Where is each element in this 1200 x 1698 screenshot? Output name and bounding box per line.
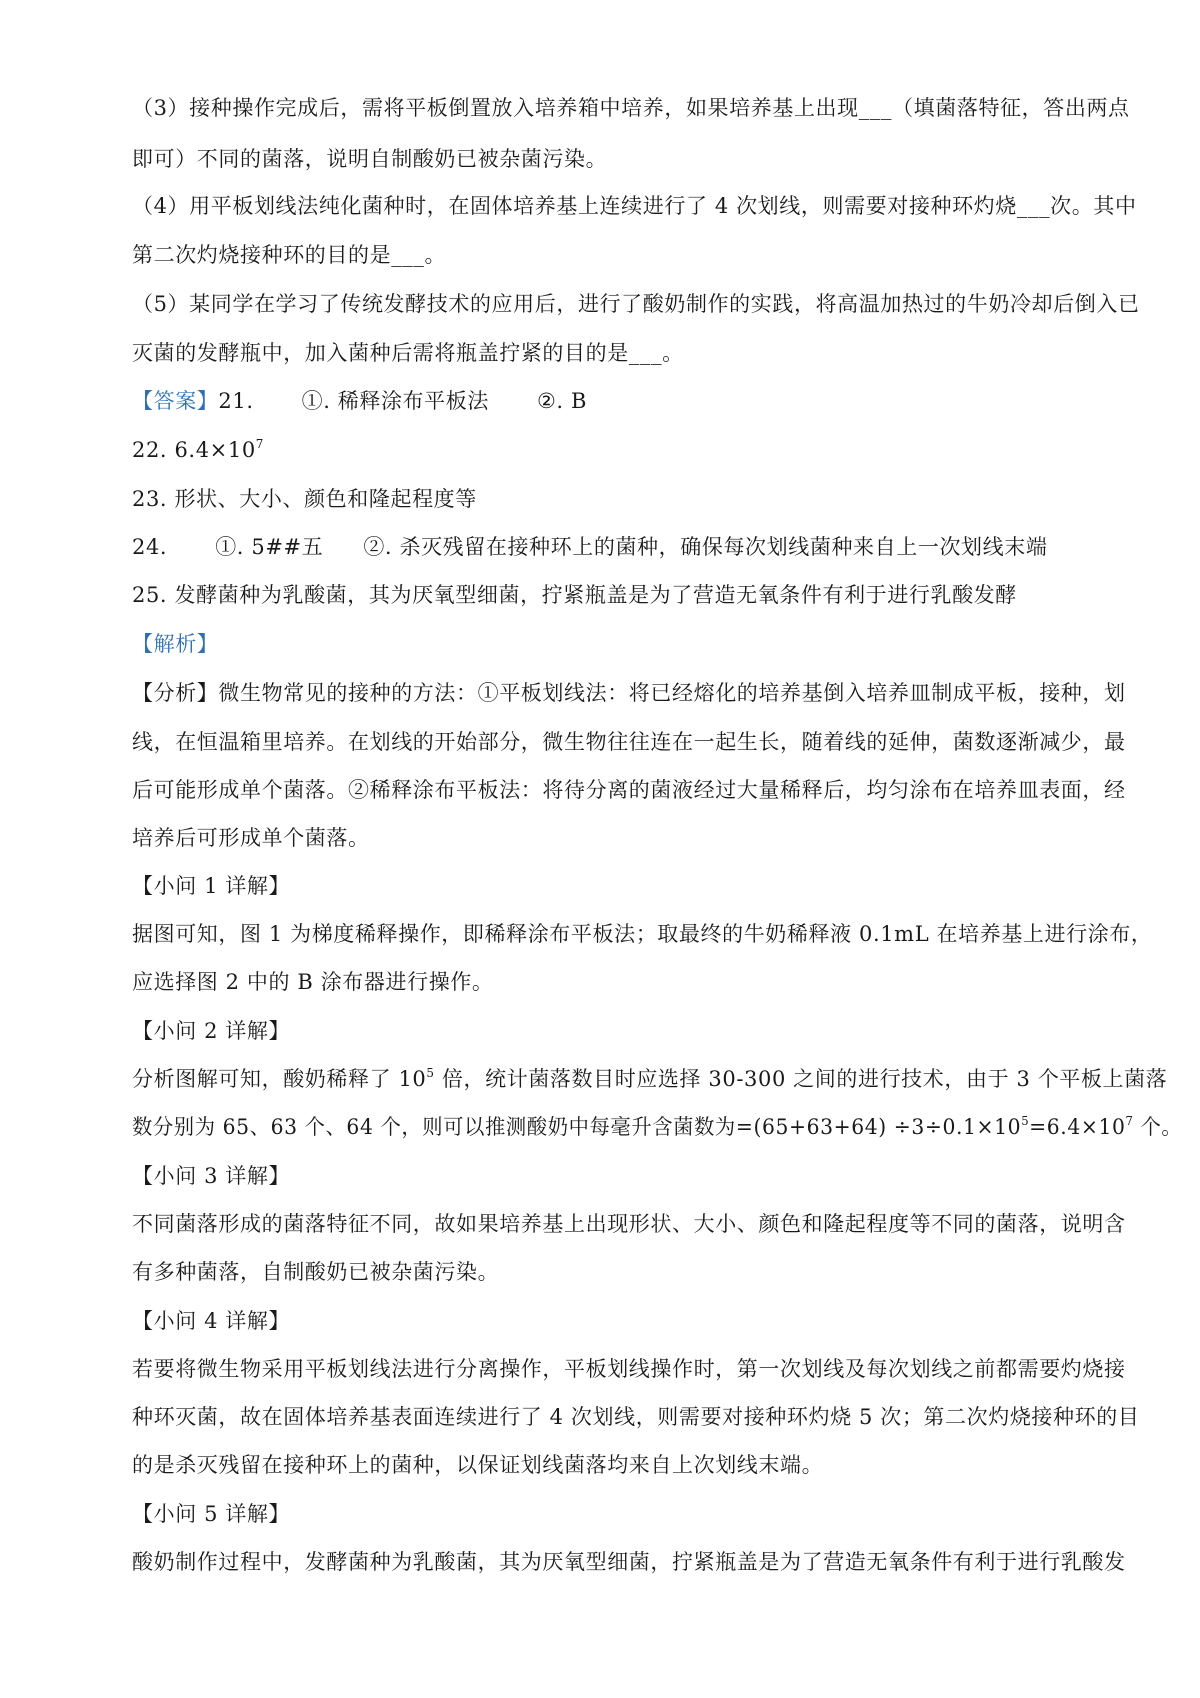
question-3-line-2: 即可）不同的菌落，说明自制酸奶已被杂菌污染。 <box>132 147 608 171</box>
answer-24 <box>132 532 1047 562</box>
subquestion-4-title: 【小问 4 详解】 <box>132 1309 291 1333</box>
analysis-fenxi-line-1: 【分析】微生物常见的接种的方法：①平板划线法：将已经熔化的培养基倒入培养皿制成平板，接种，划 <box>132 681 1126 705</box>
answer-24-part-2: ②. 杀灭残留在接种环上的菌种，确保每次划线菌种来自上一次划线末端 <box>363 535 1048 559</box>
answer-23: 23. 形状、大小、颜色和隆起程度等 <box>132 487 477 511</box>
subquestion-5-line-1: 酸奶制作过程中，发酵菌种为乳酸菌，其为厌氧型细菌，拧紧瓶盖是为了营造无氧条件有利于进行乳酸发 <box>132 1550 1126 1574</box>
subquestion-4-line-1: 若要将微生物采用平板划线法进行分离操作，平板划线操作时，第一次划线及每次划线之前都需要灼烧接 <box>132 1357 1126 1381</box>
exponent-5: 5 <box>426 1066 435 1080</box>
answer-21 <box>132 386 587 416</box>
subquestion-3-line-1: 不同菌落形成的菌落特征不同，故如果培养基上出现形状、大小、颜色和隆起程度等不同的菌落，说明含 <box>132 1212 1126 1236</box>
answer-21-part-2: ②. B <box>536 389 587 413</box>
answer-21-number: 21. <box>218 389 254 413</box>
answer-21-part-1: ①. 稀释涂布平板法 <box>301 389 489 413</box>
question-3-line-1: （3）接种操作完成后，需将平板倒置放入培养箱中培养，如果培养基上出现___（填菌落特征，答出两点 <box>132 96 1130 120</box>
answer-24-part-1: ①. 5##五 <box>215 535 324 559</box>
answer-22 <box>132 435 264 465</box>
subquestion-5-title: 【小问 5 详解】 <box>132 1502 291 1526</box>
subquestion-2-line-1-b: 倍，统计菌落数目时应选择 30-300 之间的进行技术，由于 3 个平板上菌落 <box>434 1067 1168 1091</box>
subquestion-1-title: 【小问 1 详解】 <box>132 874 291 898</box>
answer-22-text: 22. 6.4×10 <box>132 438 256 462</box>
subquestion-2-line-1-a: 分析图解可知，酸奶稀释了 10 <box>132 1067 427 1091</box>
subquestion-2-line-2-a: 数分别为 65、63 个、64 个，则可以推测酸奶中每毫升含菌数为=(65+63+64) ÷3÷0.1×10 <box>132 1115 1022 1139</box>
subquestion-2-line-2-c: 个。 <box>1133 1115 1183 1139</box>
exponent-5-b: 5 <box>1021 1114 1030 1128</box>
subquestion-2-title: 【小问 2 详解】 <box>132 1019 291 1043</box>
answer-24-number: 24. <box>132 535 168 559</box>
analysis-fenxi-line-3: 后可能形成单个菌落。②稀释涂布平板法：将待分离的菌液经过大量稀释后，均匀涂布在培养皿表面，经 <box>132 778 1126 802</box>
subquestion-3-title: 【小问 3 详解】 <box>132 1164 291 1188</box>
answer-22-exponent: 7 <box>255 437 265 451</box>
analysis-fenxi-line-4: 培养后可形成单个菌落。 <box>132 826 370 850</box>
subquestion-1-line-2: 应选择图 2 中的 B 涂布器进行操作。 <box>132 970 494 994</box>
subquestion-3-line-2: 有多种菌落，自制酸奶已被杂菌污染。 <box>132 1260 500 1284</box>
subquestion-4-line-3: 的是杀灭残留在接种环上的菌种，以保证划线菌落均来自上次划线末端。 <box>132 1453 824 1477</box>
subquestion-2-line-1 <box>132 1064 1167 1094</box>
exponent-7: 7 <box>1125 1114 1134 1128</box>
question-4-line-2: 第二次灼烧接种环的目的是___。 <box>132 243 447 267</box>
analysis-fenxi-line-2: 线，在恒温箱里培养。在划线的开始部分，微生物往往连在一起生长，随着线的延伸，菌数逐渐减少，最 <box>132 730 1126 754</box>
question-4-line-1: （4）用平板划线法纯化菌种时，在固体培养基上连续进行了 4 次划线，则需要对接种环灼烧___次。其中 <box>132 194 1137 218</box>
answer-label: 【答案】 <box>132 389 219 413</box>
subquestion-4-line-2: 种环灭菌，故在固体培养基表面连续进行了 4 次划线，则需要对接种环灼烧 5 次；第二次灼烧接种环的目 <box>132 1405 1140 1429</box>
subquestion-2-line-2 <box>132 1112 1182 1142</box>
subquestion-2-line-2-b: =6.4×10 <box>1029 1115 1126 1139</box>
analysis-label: 【解析】 <box>132 632 219 656</box>
answer-25: 25. 发酵菌种为乳酸菌，其为厌氧型细菌，拧紧瓶盖是为了营造无氧条件有利于进行乳酸发酵 <box>132 583 1017 607</box>
question-5-line-1: （5）某同学在学习了传统发酵技术的应用后，进行了酸奶制作的实践，将高温加热过的牛奶冷却后倒入已 <box>132 292 1140 316</box>
question-5-line-2: 灭菌的发酵瓶中，加入菌种后需将瓶盖拧紧的目的是___。 <box>132 341 684 365</box>
subquestion-1-line-1: 据图可知，图 1 为梯度稀释操作，即稀释涂布平板法；取最终的牛奶稀释液 0.1mL 在培养基上进行涂布， <box>132 922 1153 946</box>
